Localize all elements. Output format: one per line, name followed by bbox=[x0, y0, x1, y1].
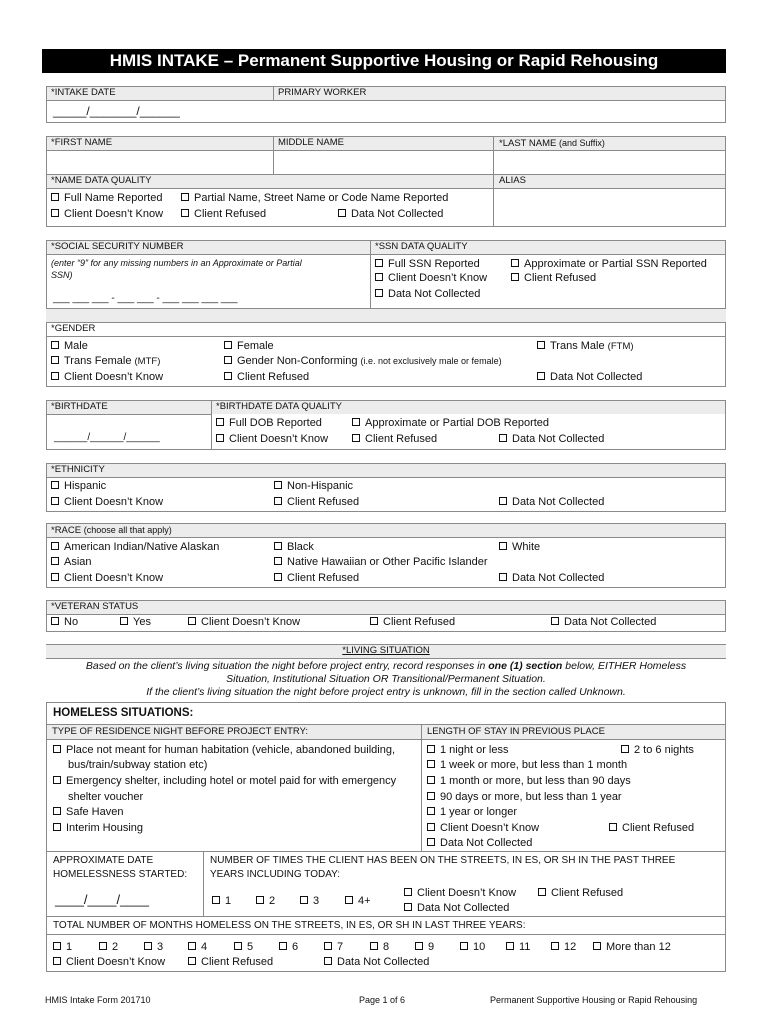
race-black-checkbox[interactable]: Black bbox=[274, 540, 314, 554]
months-11-checkbox[interactable]: 11 bbox=[506, 940, 530, 954]
gender-female-checkbox[interactable]: Female bbox=[224, 339, 274, 353]
last-name-label: *LAST NAME (and Suffix) bbox=[499, 138, 605, 149]
months-2-checkbox[interactable]: 2 bbox=[99, 940, 118, 954]
ethnicity-label: *ETHNICITY bbox=[51, 464, 105, 475]
stay-refused-checkbox[interactable]: Client Refused bbox=[609, 821, 694, 835]
race-native-hawaiian-checkbox[interactable]: Native Hawaiian or Other Pacific Islander bbox=[274, 555, 488, 569]
veteran-yes-checkbox[interactable]: Yes bbox=[120, 615, 151, 629]
ssn-note: (enter “9” for any missing numbers in an Approximate or Partial bbox=[51, 258, 302, 268]
ethnicity-non-hispanic-checkbox[interactable]: Non-Hispanic bbox=[274, 479, 353, 493]
times-refused-checkbox[interactable]: Client Refused bbox=[538, 886, 623, 900]
homeless-header: HOMELESS SITUATIONS: bbox=[53, 707, 194, 719]
residence-emergency-shelter-checkbox[interactable]: Emergency shelter, including hotel or motel paid for with emergency bbox=[53, 774, 396, 788]
times-homeless-label: NUMBER OF TIMES THE CLIENT HAS BEEN ON THE STREETS, IN ES, OR SH IN THE PAST THREE bbox=[210, 855, 676, 866]
dob-partial-checkbox[interactable]: Approximate or Partial DOB Reported bbox=[352, 416, 549, 430]
times-doesnt-know-checkbox[interactable]: Client Doesn’t Know bbox=[404, 886, 516, 900]
times-not-collected-checkbox[interactable]: Data Not Collected bbox=[404, 901, 509, 915]
months-more-than-12-checkbox[interactable]: More than 12 bbox=[593, 940, 671, 954]
gender-male-checkbox[interactable]: Male bbox=[51, 339, 88, 353]
residence-not-meant-checkbox[interactable]: Place not meant for human habitation (vehicle, abandoned building, bbox=[53, 743, 395, 757]
months-refused-checkbox[interactable]: Client Refused bbox=[188, 955, 273, 969]
name-partial-checkbox[interactable]: Partial Name, Street Name or Code Name Reported bbox=[181, 191, 448, 205]
veteran-label: *VETERAN STATUS bbox=[51, 601, 139, 612]
race-american-indian-checkbox[interactable]: American Indian/Native Alaskan bbox=[51, 540, 219, 554]
middle-name-label: MIDDLE NAME bbox=[278, 137, 344, 148]
stay-doesnt-know-checkbox[interactable]: Client Doesn’t Know bbox=[427, 821, 539, 835]
ssn-doesnt-know-checkbox[interactable]: Client Doesn’t Know bbox=[375, 271, 487, 285]
residence-type-label: TYPE OF RESIDENCE NIGHT BEFORE PROJECT ENTRY: bbox=[52, 726, 309, 737]
ssn-partial-checkbox[interactable]: Approximate or Partial SSN Reported bbox=[511, 257, 707, 271]
residence-emergency-shelter-cont: shelter voucher bbox=[68, 791, 144, 803]
stay-not-collected-checkbox[interactable]: Data Not Collected bbox=[427, 836, 532, 850]
footer-form-id: HMIS Intake Form 201710 bbox=[45, 995, 151, 1005]
veteran-no-checkbox[interactable]: No bbox=[51, 615, 78, 629]
gender-not-collected-checkbox[interactable]: Data Not Collected bbox=[537, 370, 642, 384]
gender-label: *GENDER bbox=[51, 323, 96, 334]
ssn-label: *SOCIAL SECURITY NUMBER bbox=[51, 241, 184, 252]
ssn-quality-label: *SSN DATA QUALITY bbox=[375, 241, 468, 252]
months-3-checkbox[interactable]: 3 bbox=[144, 940, 163, 954]
months-6-checkbox[interactable]: 6 bbox=[279, 940, 298, 954]
times-1-checkbox[interactable]: 1 bbox=[212, 894, 231, 908]
ethnicity-doesnt-know-checkbox[interactable]: Client Doesn’t Know bbox=[51, 495, 163, 509]
footer-form-title: Permanent Supportive Housing or Rapid Rehousing bbox=[490, 995, 698, 1005]
race-refused-checkbox[interactable]: Client Refused bbox=[274, 571, 359, 585]
approx-date-label-2: HOMELESSNESS STARTED: bbox=[53, 869, 188, 880]
dob-refused-checkbox[interactable]: Client Refused bbox=[352, 432, 437, 446]
months-homeless-label: TOTAL NUMBER OF MONTHS HOMELESS ON THE STREETS, IN ES, OR SH IN LAST THREE YEARS: bbox=[53, 920, 526, 931]
ssn-field[interactable]: ___ ___ ___ - ___ ___ - ___ ___ ___ ___ bbox=[53, 293, 238, 304]
dob-not-collected-checkbox[interactable]: Data Not Collected bbox=[499, 432, 604, 446]
ssn-note-2: SSN) bbox=[51, 270, 73, 280]
times-4-plus-checkbox[interactable]: 4+ bbox=[345, 894, 371, 908]
months-not-collected-checkbox[interactable]: Data Not Collected bbox=[324, 955, 429, 969]
name-doesnt-know-checkbox[interactable]: Client Doesn’t Know bbox=[51, 207, 163, 221]
living-instructions-3: If the client’s living situation the night before project entry is unknown, fill in the section called Unknown. bbox=[146, 686, 626, 698]
living-instructions-1: Based on the client’s living situation the night before project entry, record responses in one (1) section below, EITHER Homeless bbox=[85, 660, 687, 672]
times-homeless-label-2: YEARS INCLUDING TODAY: bbox=[210, 869, 341, 880]
veteran-not-collected-checkbox[interactable]: Data Not Collected bbox=[551, 615, 656, 629]
ssn-refused-checkbox[interactable]: Client Refused bbox=[511, 271, 596, 285]
race-white-checkbox[interactable]: White bbox=[499, 540, 540, 554]
months-5-checkbox[interactable]: 5 bbox=[234, 940, 253, 954]
gender-doesnt-know-checkbox[interactable]: Client Doesn’t Know bbox=[51, 370, 163, 384]
stay-1-night-checkbox[interactable]: 1 night or less bbox=[427, 743, 508, 757]
ssn-full-checkbox[interactable]: Full SSN Reported bbox=[375, 257, 480, 271]
stay-1-month-checkbox[interactable]: 1 month or more, but less than 90 days bbox=[427, 774, 631, 788]
intake-date-label: *INTAKE DATE bbox=[51, 87, 116, 98]
stay-1-year-checkbox[interactable]: 1 year or longer bbox=[427, 805, 517, 819]
gender-trans-female-checkbox[interactable]: Trans Female (MTF) bbox=[51, 354, 160, 369]
residence-not-meant-cont: bus/train/subway station etc) bbox=[68, 759, 208, 771]
first-name-label: *FIRST NAME bbox=[51, 137, 113, 148]
ethnicity-not-collected-checkbox[interactable]: Data Not Collected bbox=[499, 495, 604, 509]
gender-refused-checkbox[interactable]: Client Refused bbox=[224, 370, 309, 384]
months-12-checkbox[interactable]: 12 bbox=[551, 940, 576, 954]
living-instructions-2: Situation, Institutional Situation OR Transitional/Permanent Situation. bbox=[226, 673, 546, 685]
dob-doesnt-know-checkbox[interactable]: Client Doesn’t Know bbox=[216, 432, 328, 446]
times-2-checkbox[interactable]: 2 bbox=[256, 894, 275, 908]
primary-worker-label: PRIMARY WORKER bbox=[278, 87, 367, 98]
ssn-not-collected-checkbox[interactable]: Data Not Collected bbox=[375, 287, 480, 301]
race-doesnt-know-checkbox[interactable]: Client Doesn’t Know bbox=[51, 571, 163, 585]
months-9-checkbox[interactable]: 9 bbox=[415, 940, 434, 954]
months-4-checkbox[interactable]: 4 bbox=[188, 940, 207, 954]
residence-safe-haven-checkbox[interactable]: Safe Haven bbox=[53, 805, 123, 819]
length-of-stay-label: LENGTH OF STAY IN PREVIOUS PLACE bbox=[427, 726, 605, 737]
name-not-collected-checkbox[interactable]: Data Not Collected bbox=[338, 207, 443, 221]
birthdate-field[interactable]: ______/______/______ bbox=[54, 432, 160, 443]
gender-trans-male-checkbox[interactable]: Trans Male (FTM) bbox=[537, 339, 634, 354]
veteran-doesnt-know-checkbox[interactable]: Client Doesn’t Know bbox=[188, 615, 300, 629]
birthdate-quality-label: *BIRTHDATE DATA QUALITY bbox=[216, 401, 342, 412]
months-8-checkbox[interactable]: 8 bbox=[370, 940, 389, 954]
veteran-refused-checkbox[interactable]: Client Refused bbox=[370, 615, 455, 629]
approx-date-label: APPROXIMATE DATE bbox=[53, 855, 154, 866]
intake-date-field[interactable]: _____/_______/______ bbox=[53, 104, 180, 118]
ethnicity-refused-checkbox[interactable]: Client Refused bbox=[274, 495, 359, 509]
page-title: HMIS INTAKE – Permanent Supportive Housing or Rapid Rehousing bbox=[109, 51, 659, 70]
footer-page-number: Page 1 of 6 bbox=[359, 995, 406, 1005]
alias-label: ALIAS bbox=[499, 175, 526, 186]
name-quality-label: *NAME DATA QUALITY bbox=[51, 175, 152, 186]
months-7-checkbox[interactable]: 7 bbox=[324, 940, 343, 954]
ethnicity-hispanic-checkbox[interactable]: Hispanic bbox=[51, 479, 106, 493]
name-full-checkbox[interactable]: Full Name Reported bbox=[51, 191, 162, 205]
times-3-checkbox[interactable]: 3 bbox=[300, 894, 319, 908]
gender-nonconforming-checkbox[interactable]: Gender Non-Conforming (i.e. not exclusively male or female) bbox=[224, 354, 502, 368]
birthdate-label: *BIRTHDATE bbox=[51, 401, 108, 412]
living-situation-label: *LIVING SITUATION bbox=[342, 645, 430, 656]
months-doesnt-know-checkbox[interactable]: Client Doesn’t Know bbox=[53, 955, 165, 969]
months-1-checkbox[interactable]: 1 bbox=[53, 940, 72, 954]
months-10-checkbox[interactable]: 10 bbox=[460, 940, 485, 954]
approx-date-field[interactable]: ____/____/____ bbox=[55, 892, 149, 907]
stay-90-days-checkbox[interactable]: 90 days or more, but less than 1 year bbox=[427, 790, 622, 804]
dob-full-checkbox[interactable]: Full DOB Reported bbox=[216, 416, 322, 430]
name-refused-checkbox[interactable]: Client Refused bbox=[181, 207, 266, 221]
race-not-collected-checkbox[interactable]: Data Not Collected bbox=[499, 571, 604, 585]
residence-interim-housing-checkbox[interactable]: Interim Housing bbox=[53, 821, 143, 835]
stay-2-6-nights-checkbox[interactable]: 2 to 6 nights bbox=[621, 743, 694, 757]
stay-1-week-checkbox[interactable]: 1 week or more, but less than 1 month bbox=[427, 758, 627, 772]
race-asian-checkbox[interactable]: Asian bbox=[51, 555, 92, 569]
race-label: *RACE (choose all that apply) bbox=[51, 525, 172, 536]
